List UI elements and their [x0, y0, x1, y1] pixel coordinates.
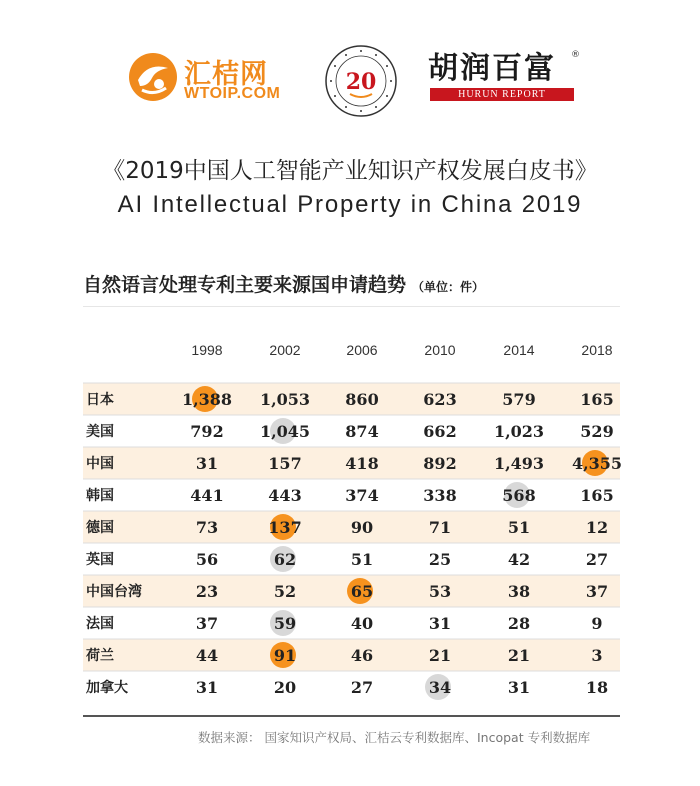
cell-value: 443	[268, 486, 302, 505]
cell-value: 1,045	[259, 422, 311, 441]
cell-value: 579	[502, 390, 536, 409]
column-header-2006: 2006	[346, 342, 378, 358]
cell-value: 892	[423, 454, 457, 473]
cell-value: 860	[345, 390, 379, 409]
cell-value: 31	[195, 678, 219, 697]
cell-value: 25	[428, 550, 452, 569]
cell-value: 91	[273, 646, 297, 665]
cell-value: 1,388	[181, 390, 233, 409]
cell-value: 21	[507, 646, 531, 665]
cell-value: 441	[190, 486, 224, 505]
row-label: 荷兰	[86, 648, 114, 664]
row-label: 日本	[86, 392, 114, 408]
cell-value: 623	[423, 390, 457, 409]
row-label: 美国	[86, 424, 114, 440]
cell-value: 137	[268, 518, 302, 537]
cell-value: 44	[195, 646, 219, 665]
cell-value: 28	[507, 614, 531, 633]
cell-value: 73	[195, 518, 219, 537]
cell-value: 90	[350, 518, 374, 537]
cell-value: 31	[195, 454, 219, 473]
cell-value: 1,493	[493, 454, 545, 473]
registered-mark: ®	[571, 50, 580, 60]
cell-value: 874	[345, 422, 379, 441]
cell-value: 23	[195, 582, 219, 601]
cell-value: 338	[423, 486, 457, 505]
cell-value: 165	[580, 390, 614, 409]
cell-value: 12	[585, 518, 609, 537]
cell-value: 3	[591, 646, 603, 665]
cell-value: 46	[350, 646, 374, 665]
row-label: 加拿大	[86, 680, 128, 696]
cell-value: 51	[507, 518, 531, 537]
cell-value: 20	[273, 678, 297, 697]
column-header-1998: 1998	[191, 342, 223, 358]
row-label: 韩国	[86, 488, 114, 504]
cell-value: 42	[507, 550, 531, 569]
cell-value: 157	[268, 454, 302, 473]
cell-value: 21	[428, 646, 452, 665]
cell-value: 59	[273, 614, 297, 633]
hurun-logo-cn: 胡润百富	[428, 51, 556, 86]
column-header-2010: 2010	[424, 342, 456, 358]
cell-value: 27	[350, 678, 374, 697]
row-label: 法国	[86, 616, 114, 632]
cell-value: 4,355	[571, 454, 623, 473]
cell-value: 52	[273, 582, 297, 601]
cell-value: 18	[585, 678, 609, 697]
cell-value: 65	[350, 582, 374, 601]
cell-value: 165	[580, 486, 614, 505]
column-header-2014: 2014	[503, 342, 535, 358]
row-label: 中国台湾	[86, 584, 142, 600]
cell-value: 662	[423, 422, 457, 441]
table-unit: （单位：件）	[412, 280, 485, 294]
row-label: 中国	[86, 456, 114, 472]
cell-value: 374	[345, 486, 379, 505]
cell-value: 53	[428, 582, 452, 601]
page-title-cn: 《2019中国人工智能产业知识产权发展白皮书》	[102, 158, 598, 184]
cell-value: 37	[585, 582, 609, 601]
column-header-2002: 2002	[269, 342, 301, 358]
cell-value: 56	[195, 550, 219, 569]
cell-value: 71	[428, 518, 452, 537]
data-source-note: 数据来源： 国家知识产权局、汇桔云专利数据库、Incopat 专利数据库	[198, 730, 591, 745]
cell-value: 38	[507, 582, 531, 601]
seal-glyph: 20	[345, 69, 377, 95]
cell-value: 9	[591, 614, 603, 633]
row-label: 英国	[86, 552, 114, 568]
cell-value: 40	[350, 614, 374, 633]
cell-value: 529	[580, 422, 614, 441]
wtoip-logo-en: WTOIP.COM	[184, 85, 281, 102]
cell-value: 51	[350, 550, 374, 569]
cell-value: 34	[428, 678, 452, 697]
cell-value: 31	[428, 614, 452, 633]
cell-value: 31	[507, 678, 531, 697]
cell-value: 1,023	[493, 422, 545, 441]
cell-value: 37	[195, 614, 219, 633]
hurun-logo-en: HURUN REPORT	[430, 88, 574, 101]
row-label: 德国	[86, 520, 114, 536]
table-bottom-rule	[83, 715, 620, 717]
wtoip-logo-cn: 汇桔网	[184, 59, 268, 90]
page-title-en: AI Intellectual Property in China 2019	[117, 191, 583, 218]
cell-value: 1,053	[259, 390, 311, 409]
cell-value: 27	[585, 550, 609, 569]
cell-value: 792	[190, 422, 224, 441]
cell-value: 568	[502, 486, 536, 505]
table-title-text: 自然语言处理专利主要来源国申请趋势	[83, 274, 407, 296]
cell-value: 418	[345, 454, 379, 473]
cell-value: 62	[273, 550, 297, 569]
column-header-2018: 2018	[581, 342, 613, 358]
